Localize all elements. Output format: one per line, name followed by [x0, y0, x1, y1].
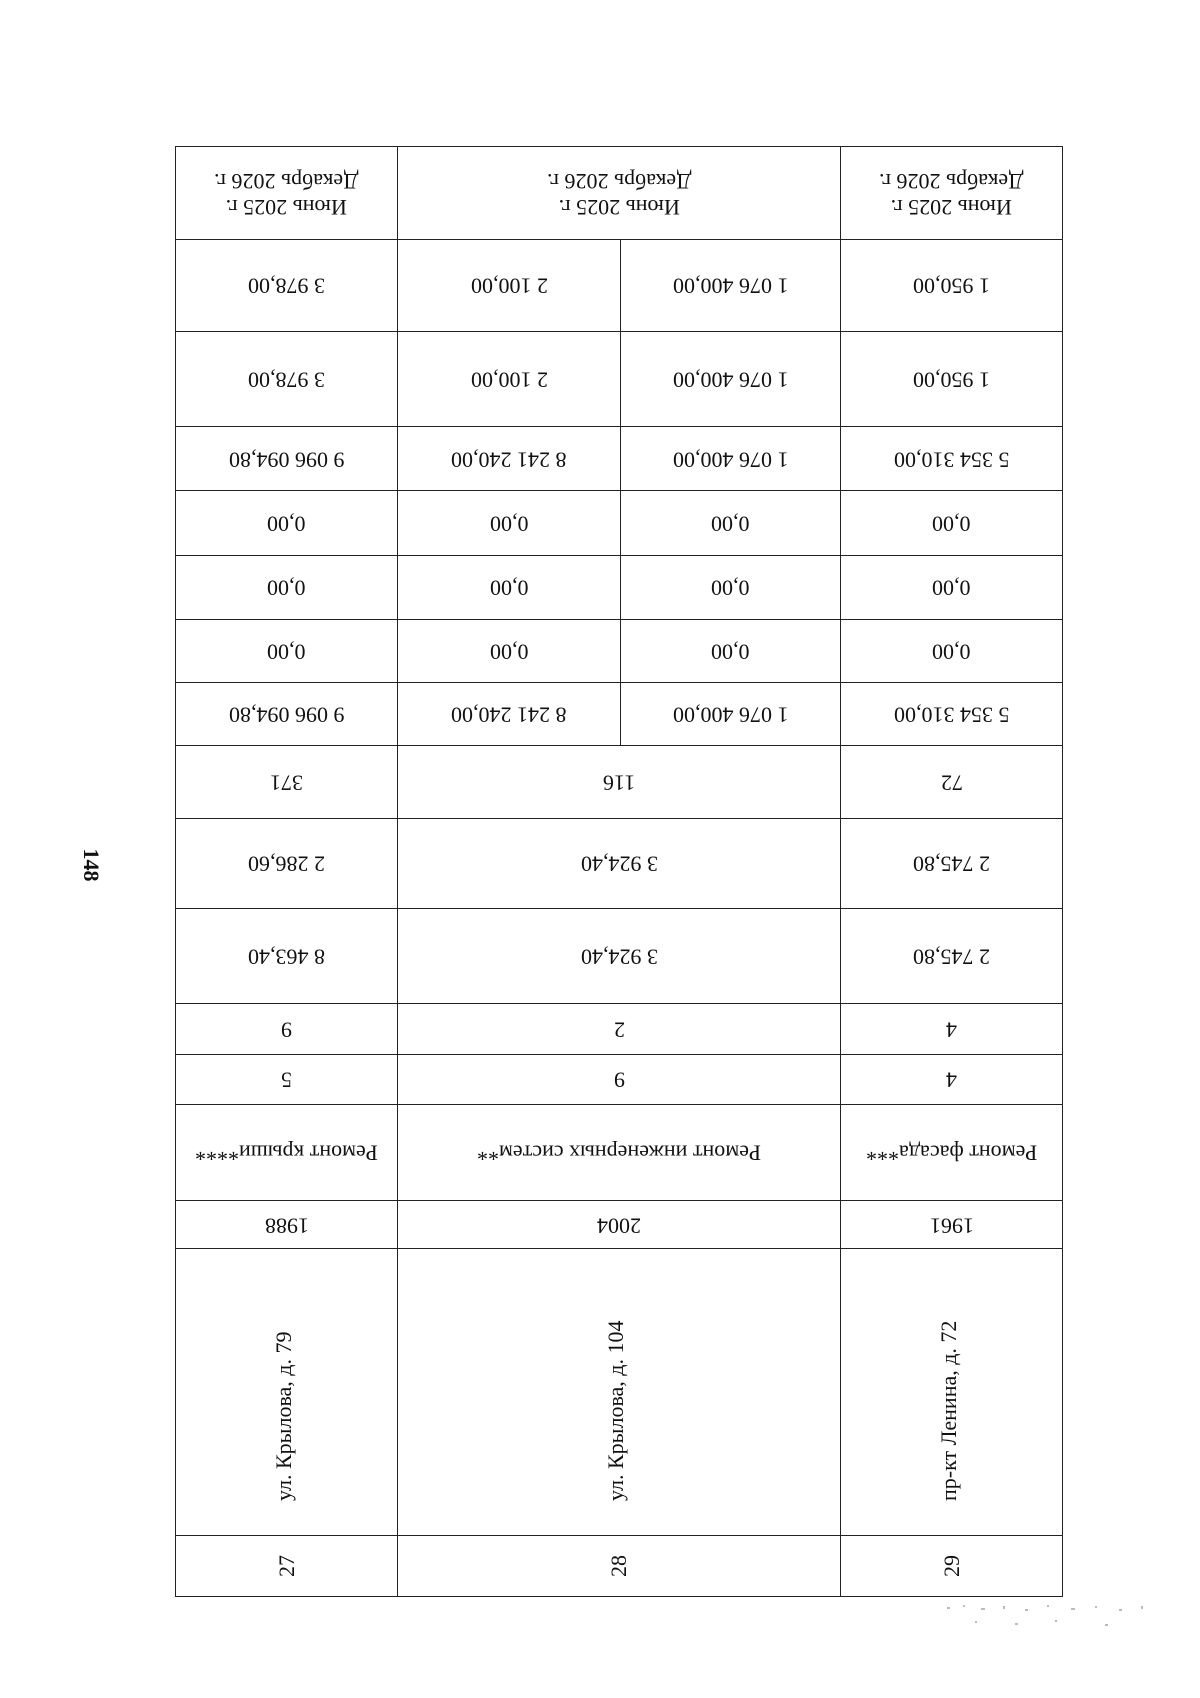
table-cell: 9 096 094,80	[176, 683, 398, 746]
table-cell: 5	[176, 1054, 398, 1104]
table-cell: 0,00	[621, 491, 841, 555]
table-cell: 1 076 400,00	[621, 331, 841, 426]
table-row	[176, 331, 1063, 426]
table-cell: 0,00	[621, 555, 841, 619]
year-cell: 2004	[398, 1201, 841, 1249]
repair-type-cell: Ремонт фасада***	[841, 1104, 1063, 1200]
table-cell: 1 076 400,00	[621, 683, 841, 746]
repair-type-cell: Ремонт инженерных систем**	[398, 1104, 841, 1200]
table-cell: 3 978,00	[176, 331, 398, 426]
table-cell: 9 096 094,80	[176, 427, 398, 491]
year-cell: 1961	[841, 1201, 1063, 1249]
table-row	[176, 1201, 1063, 1249]
table-cell: 0,00	[176, 491, 398, 555]
table-cell: 5 354 310,00	[841, 427, 1063, 491]
table-cell: 1 950,00	[841, 331, 1063, 426]
table-cell: 8 463,40	[176, 909, 398, 1004]
table-row	[176, 818, 1063, 908]
table-cell: 72	[841, 746, 1063, 818]
table-row	[176, 491, 1063, 555]
address-cell: ул. Крылова, д. 104	[398, 1249, 841, 1535]
repair-type-cell: Ремонт крыши****	[176, 1104, 398, 1200]
table-cell: 0,00	[176, 555, 398, 619]
table-row	[176, 746, 1063, 818]
address-cell: пр-кт Ленина, д. 72	[841, 1249, 1063, 1535]
table-cell: 1 076 400,00	[621, 240, 841, 331]
table-cell: 2 745,80	[841, 818, 1063, 908]
table-cell: 3 978,00	[176, 240, 398, 331]
period-cell: Июнь 2025 г. Декабрь 2026 г.	[841, 147, 1063, 240]
table-cell: 1 950,00	[841, 240, 1063, 331]
page-number: 148	[79, 848, 104, 882]
table-cell: 4	[841, 1004, 1063, 1054]
table-cell: 0,00	[621, 619, 841, 682]
table-cell: 0,00	[398, 491, 621, 555]
table-cell: 2 286,60	[176, 818, 398, 908]
table-cell: 4	[841, 1054, 1063, 1104]
table-cell: 0,00	[841, 491, 1063, 555]
table-cell: 2 100,00	[398, 331, 621, 426]
table-cell: 0,00	[398, 619, 621, 682]
row-number-cell: 28	[398, 1535, 841, 1596]
table-row	[176, 240, 1063, 331]
table-cell: 116	[398, 746, 841, 818]
table-cell: 8 241 240,00	[398, 427, 621, 491]
table-row	[176, 1004, 1063, 1054]
table-cell: 2 100,00	[398, 240, 621, 331]
table-cell: 1 076 400,00	[621, 427, 841, 491]
table-cell: 8 241 240,00	[398, 683, 621, 746]
table-cell: 3 924,40	[398, 818, 841, 908]
table-row	[176, 909, 1063, 1004]
table-cell: 9	[176, 1004, 398, 1054]
table-cell: 371	[176, 746, 398, 818]
table-row	[176, 619, 1063, 682]
table-row	[176, 1249, 1063, 1535]
table-cell: 5 354 310,00	[841, 683, 1063, 746]
year-cell: 1988	[176, 1201, 398, 1249]
table-cell: 9	[398, 1054, 841, 1104]
table-row	[176, 555, 1063, 619]
table-row	[176, 683, 1063, 746]
table-row	[176, 1535, 1063, 1596]
table-cell: 0,00	[841, 619, 1063, 682]
period-cell: Июнь 2025 г. Декабрь 2026 г.	[398, 147, 841, 240]
table-cell: 0,00	[398, 555, 621, 619]
row-number-cell: 29	[841, 1535, 1063, 1596]
table-row	[176, 1104, 1063, 1200]
table-cell: 0,00	[841, 555, 1063, 619]
row-number-cell: 27	[176, 1535, 398, 1596]
repair-schedule-table	[175, 146, 1063, 1597]
table-row	[176, 427, 1063, 491]
period-cell: Июнь 2025 г. Декабрь 2026 г.	[176, 147, 398, 240]
table-row	[176, 147, 1063, 240]
table-row	[176, 1054, 1063, 1104]
scan-noise	[945, 1603, 1155, 1633]
table-cell: 2	[398, 1004, 841, 1054]
table-cell: 3 924,40	[398, 909, 841, 1004]
table-cell: 2 745,80	[841, 909, 1063, 1004]
table-cell: 0,00	[176, 619, 398, 682]
address-cell: ул. Крылова, д. 79	[176, 1249, 398, 1535]
